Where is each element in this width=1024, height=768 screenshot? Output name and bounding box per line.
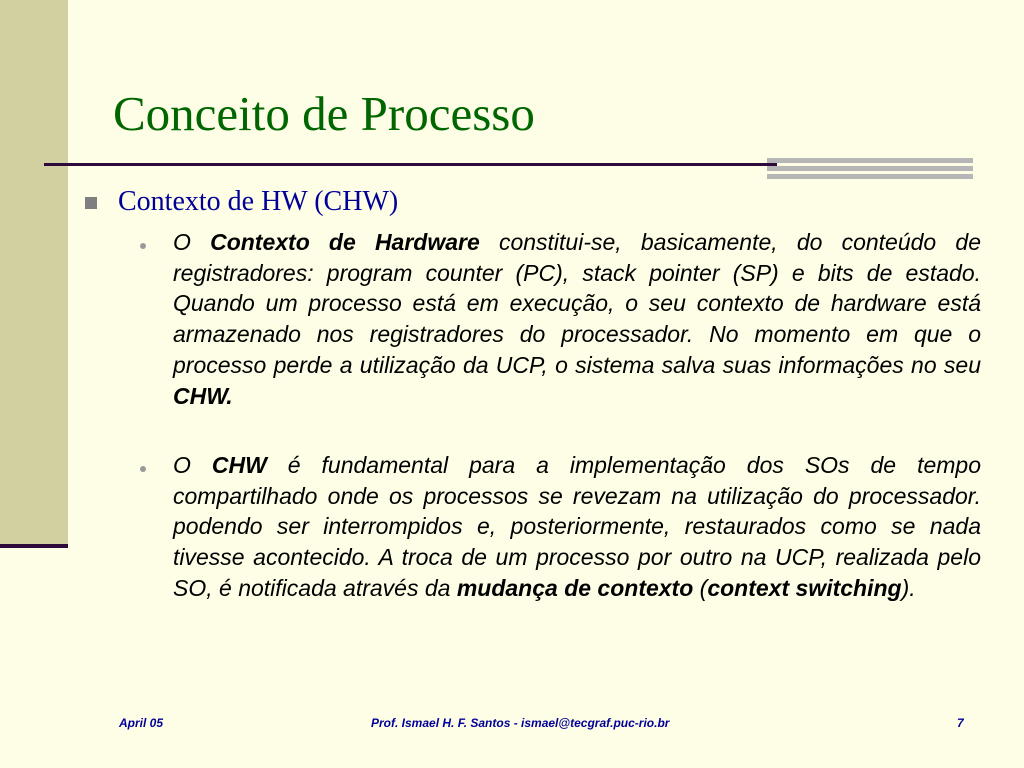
emphasis-text: Contexto de Hardware — [210, 229, 480, 255]
text-segment: constitui-se, basicamente, do conteúdo de registradores: program counter (PC), stack pointer (SP) e bits de estado. Quando um processo está em execução, o seu contexto de hardware está armazenado nos registradores do processador. No momento em que o processo perde a utilização da UCP, o sistema salva suas informações no seu — [173, 229, 981, 378]
section-heading: Contexto de HW (CHW) — [118, 186, 399, 217]
page-number: 7 — [957, 716, 964, 730]
emphasis-text: mudança de contexto — [456, 574, 694, 601]
bullet-dot-icon — [140, 243, 146, 249]
title-underline — [44, 163, 777, 166]
gray-bar — [767, 166, 973, 171]
gray-bar — [767, 174, 973, 179]
left-band-divider — [0, 544, 68, 548]
footer-date: April 05 — [119, 716, 164, 730]
text-segment: ). — [901, 574, 916, 601]
footer-author: Prof. Ismael H. F. Santos - ismael@tecgraf.puc-rio.br — [371, 716, 670, 730]
emphasis-text: context switching — [707, 574, 902, 601]
text-segment: O — [173, 229, 211, 255]
bullet-paragraph-2 — [173, 450, 981, 604]
text-segment: ( — [693, 574, 708, 601]
bullet-dot-icon — [140, 466, 146, 472]
decorative-gray-bars — [767, 158, 973, 180]
gray-bar — [767, 158, 973, 163]
text-segment: é fundamental para a implementação dos SOs de tempo compartilhado onde os processos se revezam na utilização do processador. podendo ser interrompidos e, posteriormente, restaurados como se nada tivesse acontecido. A troca de um processo por outro na UCP, realizada pelo SO, é notificada através da — [173, 452, 981, 601]
emphasis-text: CHW — [211, 452, 267, 478]
text-segment: O — [173, 452, 212, 478]
left-decorative-band — [0, 0, 68, 548]
emphasis-text: CHW. — [173, 382, 233, 409]
slide-title: Conceito de Processo — [113, 86, 535, 141]
bullet-paragraph-1 — [173, 227, 981, 411]
square-bullet-icon — [85, 197, 97, 209]
